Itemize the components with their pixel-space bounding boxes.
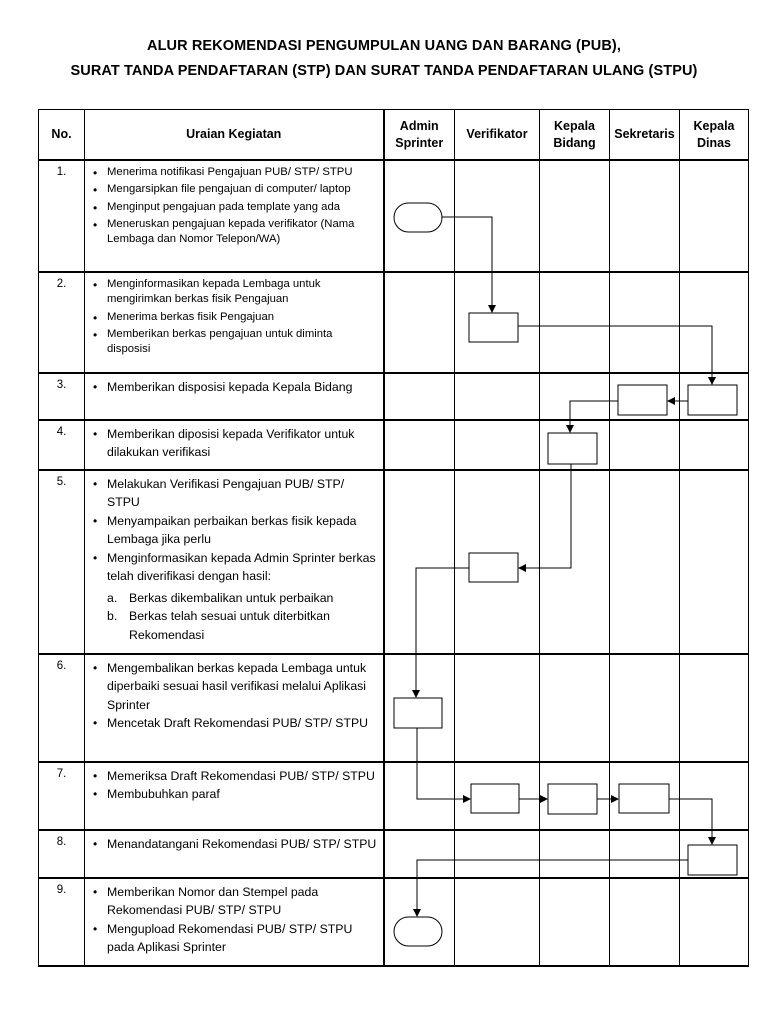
table-row [39, 762, 749, 830]
flow-table [38, 109, 749, 967]
table-row [39, 830, 749, 878]
row-number: 4. [39, 420, 85, 470]
row-description [85, 762, 384, 830]
list-item: • Mencetak Draft Rekomendasi PUB/ STP/ STPU [93, 714, 379, 732]
header-no: No. [39, 110, 85, 161]
sub-list-item: b. Berkas telah sesuai untuk diterbitkan Rekomendasi [107, 609, 330, 642]
row-number: 1. [39, 160, 85, 272]
row-description [85, 160, 384, 272]
list-item: • Menginformasikan kepada Lembaga untuk mengirimkan berkas fisik Pengajuan [93, 277, 379, 308]
header-admin-sprinter: Admin Sprinter [384, 110, 455, 161]
header-kepala-dinas: Kepala Dinas [680, 110, 749, 161]
list-item: • Melakukan Verifikasi Pengajuan PUB/ STP/ STPU [93, 475, 379, 512]
table-row [39, 470, 749, 654]
header-kepala-bidang: Kepala Bidang [540, 110, 610, 161]
list-item: • Memberikan diposisi kepada Verifikator untuk dilakukan verifikasi [93, 425, 379, 462]
header-verifikator: Verifikator [455, 110, 540, 161]
list-item: • Memberikan berkas pengajuan untuk diminta disposisi [93, 327, 379, 358]
row-number: 6. [39, 654, 85, 762]
header-row [39, 110, 749, 161]
row-description [85, 373, 384, 420]
row-description [85, 420, 384, 470]
row-description [85, 830, 384, 878]
row-description [85, 470, 384, 654]
list-item: • Menerima berkas fisik Pengajuan [93, 310, 379, 325]
row-number: 7. [39, 762, 85, 830]
list-item: • Memberikan disposisi kepada Kepala Bidang [93, 378, 379, 396]
list-item: • Mengembalikan berkas kepada Lembaga untuk diperbaiki sesuai hasil verifikasi melalui Aplikasi Sprinter [93, 659, 379, 714]
row-description [85, 878, 384, 966]
header-sekretaris: Sekretaris [610, 110, 680, 161]
table-row [39, 373, 749, 420]
document-title-line2: SURAT TANDA PENDAFTARAN (STP) DAN SURAT TANDA PENDAFTARAN ULANG (STPU) [70, 63, 698, 79]
list-item: • Mengupload Rekomendasi PUB/ STP/ STPU pada Aplikasi Sprinter [93, 920, 379, 957]
list-item: • Menginput pengajuan pada template yang ada [93, 200, 379, 215]
list-item: • Menyampaikan perbaikan berkas fisik kepada Lembaga jika perlu [93, 512, 379, 549]
list-item: • Menandatangani Rekomendasi PUB/ STP/ STPU [93, 835, 379, 853]
table-row [39, 272, 749, 373]
list-item: • Menginformasikan kepada Admin Sprinter berkas telah diverifikasi dengan hasil: [93, 549, 379, 586]
header-uraian: Uraian Kegiatan [85, 110, 384, 161]
row-number: 8. [39, 830, 85, 878]
list-item: • Membubuhkan paraf [93, 785, 379, 803]
sub-list-item: a. Berkas dikembalikan untuk perbaikan [107, 590, 334, 605]
list-item: • Memeriksa Draft Rekomendasi PUB/ STP/ STPU [93, 767, 379, 785]
list-item: • Mengarsipkan file pengajuan di computer/ laptop [93, 182, 379, 197]
table-row [39, 878, 749, 966]
list-item: • Memberikan Nomor dan Stempel pada Rekomendasi PUB/ STP/ STPU [93, 883, 379, 920]
table-row [39, 654, 749, 762]
row-description [85, 272, 384, 373]
table-row [39, 420, 749, 470]
row-number: 9. [39, 878, 85, 966]
document-title-line1: ALUR REKOMENDASI PENGUMPULAN UANG DAN BARANG (PUB), [147, 38, 621, 54]
list-item: • Menerima notifikasi Pengajuan PUB/ STP/ STPU [93, 165, 379, 180]
row-number: 3. [39, 373, 85, 420]
list-item: • Meneruskan pengajuan kepada verifikator (Nama Lembaga dan Nomor Telepon/WA) [93, 217, 379, 248]
table-row [39, 160, 749, 272]
row-number: 5. [39, 470, 85, 654]
row-number: 2. [39, 272, 85, 373]
row-description [85, 654, 384, 762]
